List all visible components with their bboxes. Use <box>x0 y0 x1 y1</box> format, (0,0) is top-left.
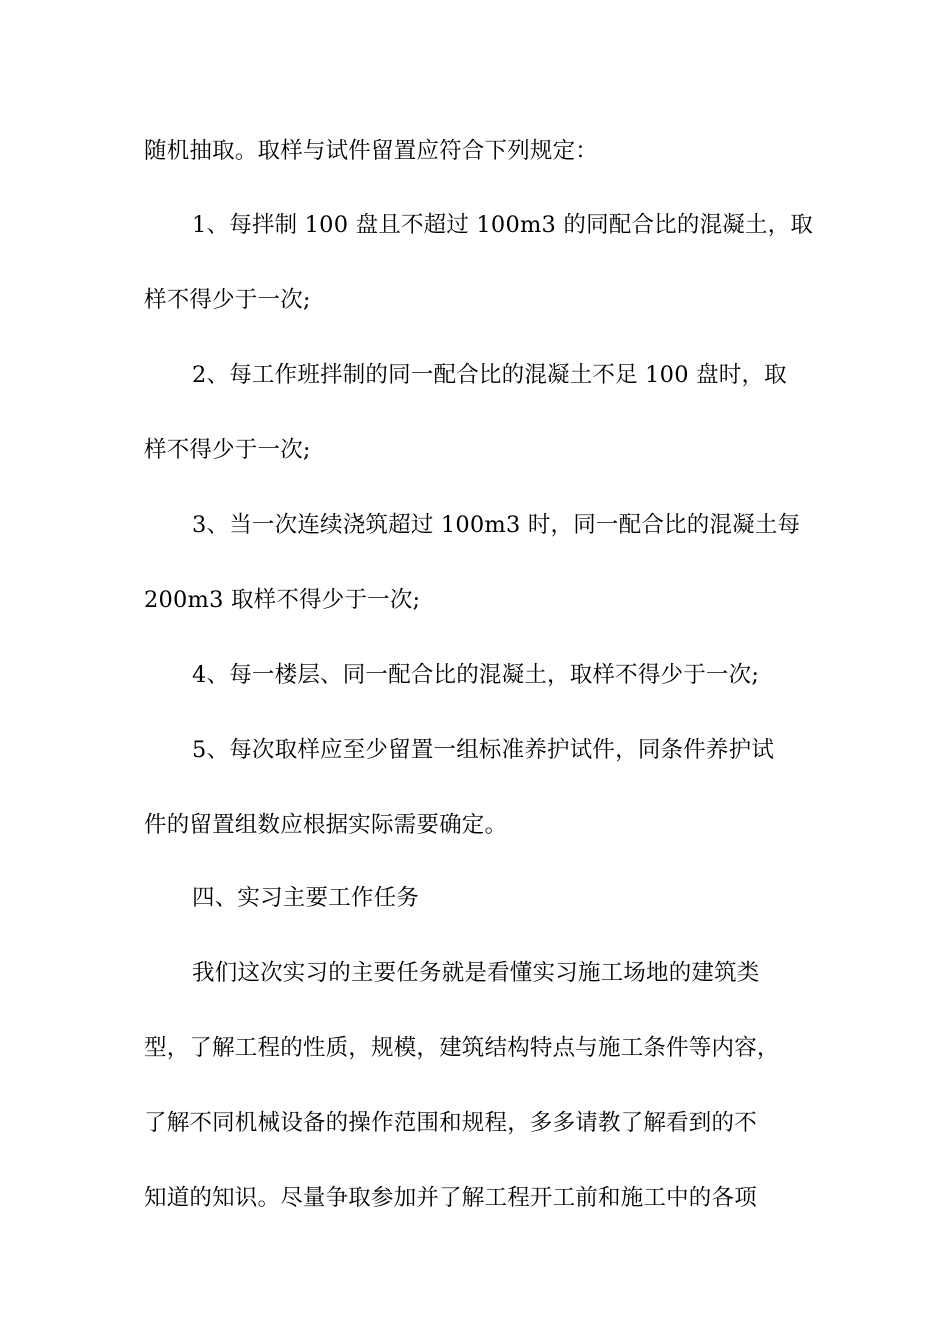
text-line: 了解不同机械设备的操作范围和规程，多多请教了解看到的不 <box>144 1110 757 1136</box>
text-line: 2、每工作班拌制的同一配合比的混凝土不足 100 盘时，取 <box>192 362 787 388</box>
text-line: 3、当一次连续浇筑超过 100m3 时，同一配合比的混凝土每 <box>192 512 801 538</box>
text-line: 型，了解工程的性质，规模，建筑结构特点与施工条件等内容， <box>144 1035 780 1061</box>
text-line: 件的留置组数应根据实际需要确定。 <box>144 812 508 838</box>
text-line: 样不得少于一次; <box>144 437 311 463</box>
text-line: 知道的知识。尽量争取参加并了解工程开工前和施工中的各项 <box>144 1185 757 1211</box>
text-line: 5、每次取样应至少留置一组标准养护试件，同条件养护试 <box>192 737 775 763</box>
text-line: 随机抽取。取样与试件留置应符合下列规定： <box>144 138 599 164</box>
section-heading: 四、实习主要工作任务 <box>192 885 420 911</box>
text-line: 样不得少于一次; <box>144 287 311 313</box>
text-line: 1、每拌制 100 盘且不超过 100m3 的同配合比的混凝土，取 <box>192 212 814 238</box>
text-line: 4、每一楼层、同一配合比的混凝土，取样不得少于一次; <box>192 662 760 688</box>
text-line: 200m3 取样不得少于一次; <box>144 587 421 613</box>
text-line: 我们这次实习的主要任务就是看懂实习施工场地的建筑类 <box>192 960 760 986</box>
